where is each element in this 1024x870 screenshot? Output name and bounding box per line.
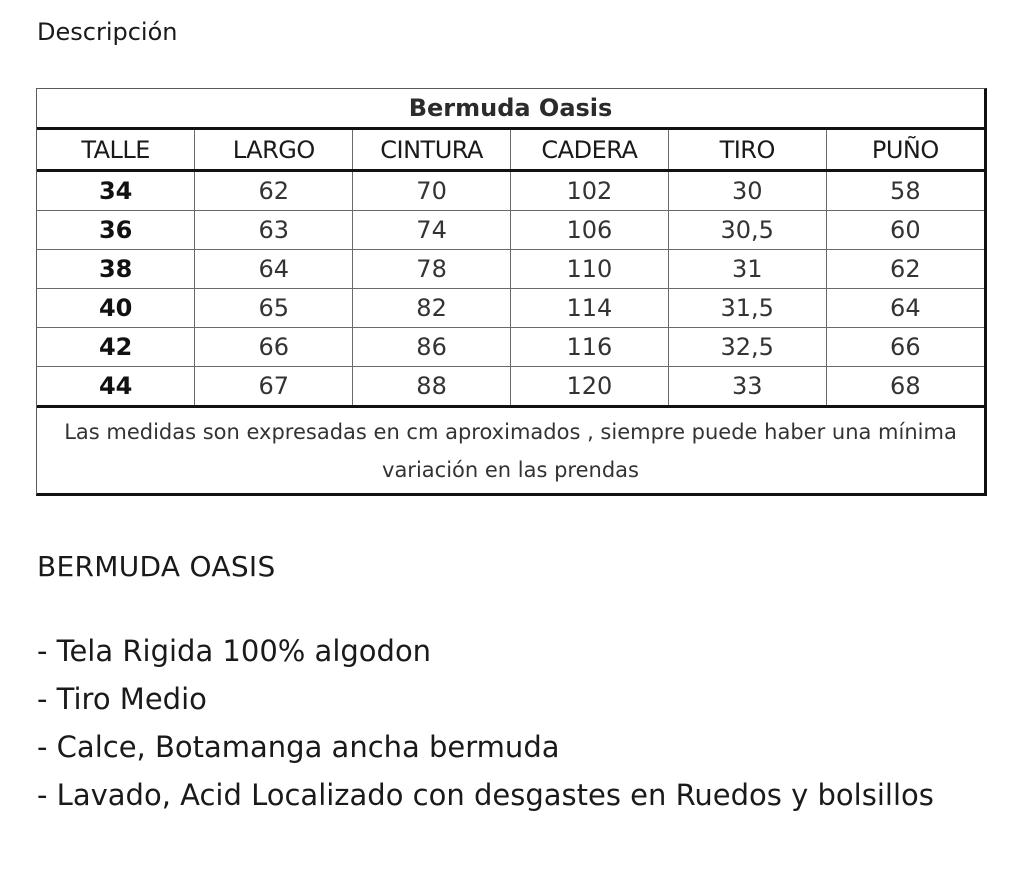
size-cell: 38	[37, 250, 195, 289]
table-cell: 78	[353, 250, 511, 289]
size-cell: 34	[37, 171, 195, 211]
table-cell: 62	[826, 250, 984, 289]
size-chart-table	[37, 89, 984, 492]
column-header-talle: TALLE	[37, 129, 195, 171]
table-cell: 106	[510, 211, 668, 250]
column-header-puno: PUÑO	[826, 129, 984, 171]
feature-item: - Tela Rigida 100% algodon	[37, 634, 432, 668]
product-title: BERMUDA OASIS	[37, 550, 276, 583]
table-cell: 68	[826, 367, 984, 407]
table-cell: 58	[826, 171, 984, 211]
column-header-cintura: CINTURA	[353, 129, 511, 171]
table-row	[37, 171, 984, 211]
table-cell: 74	[353, 211, 511, 250]
table-row	[37, 328, 984, 367]
table-cell: 66	[195, 328, 353, 367]
table-cell: 67	[195, 367, 353, 407]
table-cell: 88	[353, 367, 511, 407]
table-cell: 110	[510, 250, 668, 289]
table-cell: 64	[195, 250, 353, 289]
table-cell: 86	[353, 328, 511, 367]
table-cell: 82	[353, 289, 511, 328]
table-cell: 30	[668, 171, 826, 211]
table-cell: 65	[195, 289, 353, 328]
table-row	[37, 289, 984, 328]
table-cell: 30,5	[668, 211, 826, 250]
size-cell: 44	[37, 367, 195, 407]
table-cell: 63	[195, 211, 353, 250]
feature-list	[37, 627, 987, 819]
table-cell: 114	[510, 289, 668, 328]
column-header-largo: LARGO	[195, 129, 353, 171]
feature-item: - Lavado, Acid Localizado con desgastes en Ruedos y bolsillos	[37, 778, 934, 812]
table-cell: 62	[195, 171, 353, 211]
table-cell: 66	[826, 328, 984, 367]
feature-item: - Tiro Medio	[37, 682, 207, 716]
size-chart-note: Las medidas son expresadas en cm aproximados , siempre puede haber una mínima variación en las prendas	[64, 420, 957, 482]
description-heading: Descripción	[37, 18, 178, 46]
table-cell: 116	[510, 328, 668, 367]
table-row	[37, 211, 984, 250]
table-cell: 31	[668, 250, 826, 289]
table-cell: 64	[826, 289, 984, 328]
table-row	[37, 367, 984, 407]
table-row	[37, 250, 984, 289]
size-cell: 42	[37, 328, 195, 367]
size-cell: 40	[37, 289, 195, 328]
size-chart-title: Bermuda Oasis	[37, 89, 984, 129]
column-header-cadera: CADERA	[510, 129, 668, 171]
size-chart-header-row	[37, 129, 984, 171]
column-header-tiro: TIRO	[668, 129, 826, 171]
feature-item: - Calce, Botamanga ancha bermuda	[37, 730, 560, 764]
table-cell: 33	[668, 367, 826, 407]
table-cell: 32,5	[668, 328, 826, 367]
table-cell: 60	[826, 211, 984, 250]
table-cell: 102	[510, 171, 668, 211]
table-cell: 120	[510, 367, 668, 407]
size-cell: 36	[37, 211, 195, 250]
table-cell: 70	[353, 171, 511, 211]
table-cell: 31,5	[668, 289, 826, 328]
size-chart-image	[36, 88, 987, 496]
